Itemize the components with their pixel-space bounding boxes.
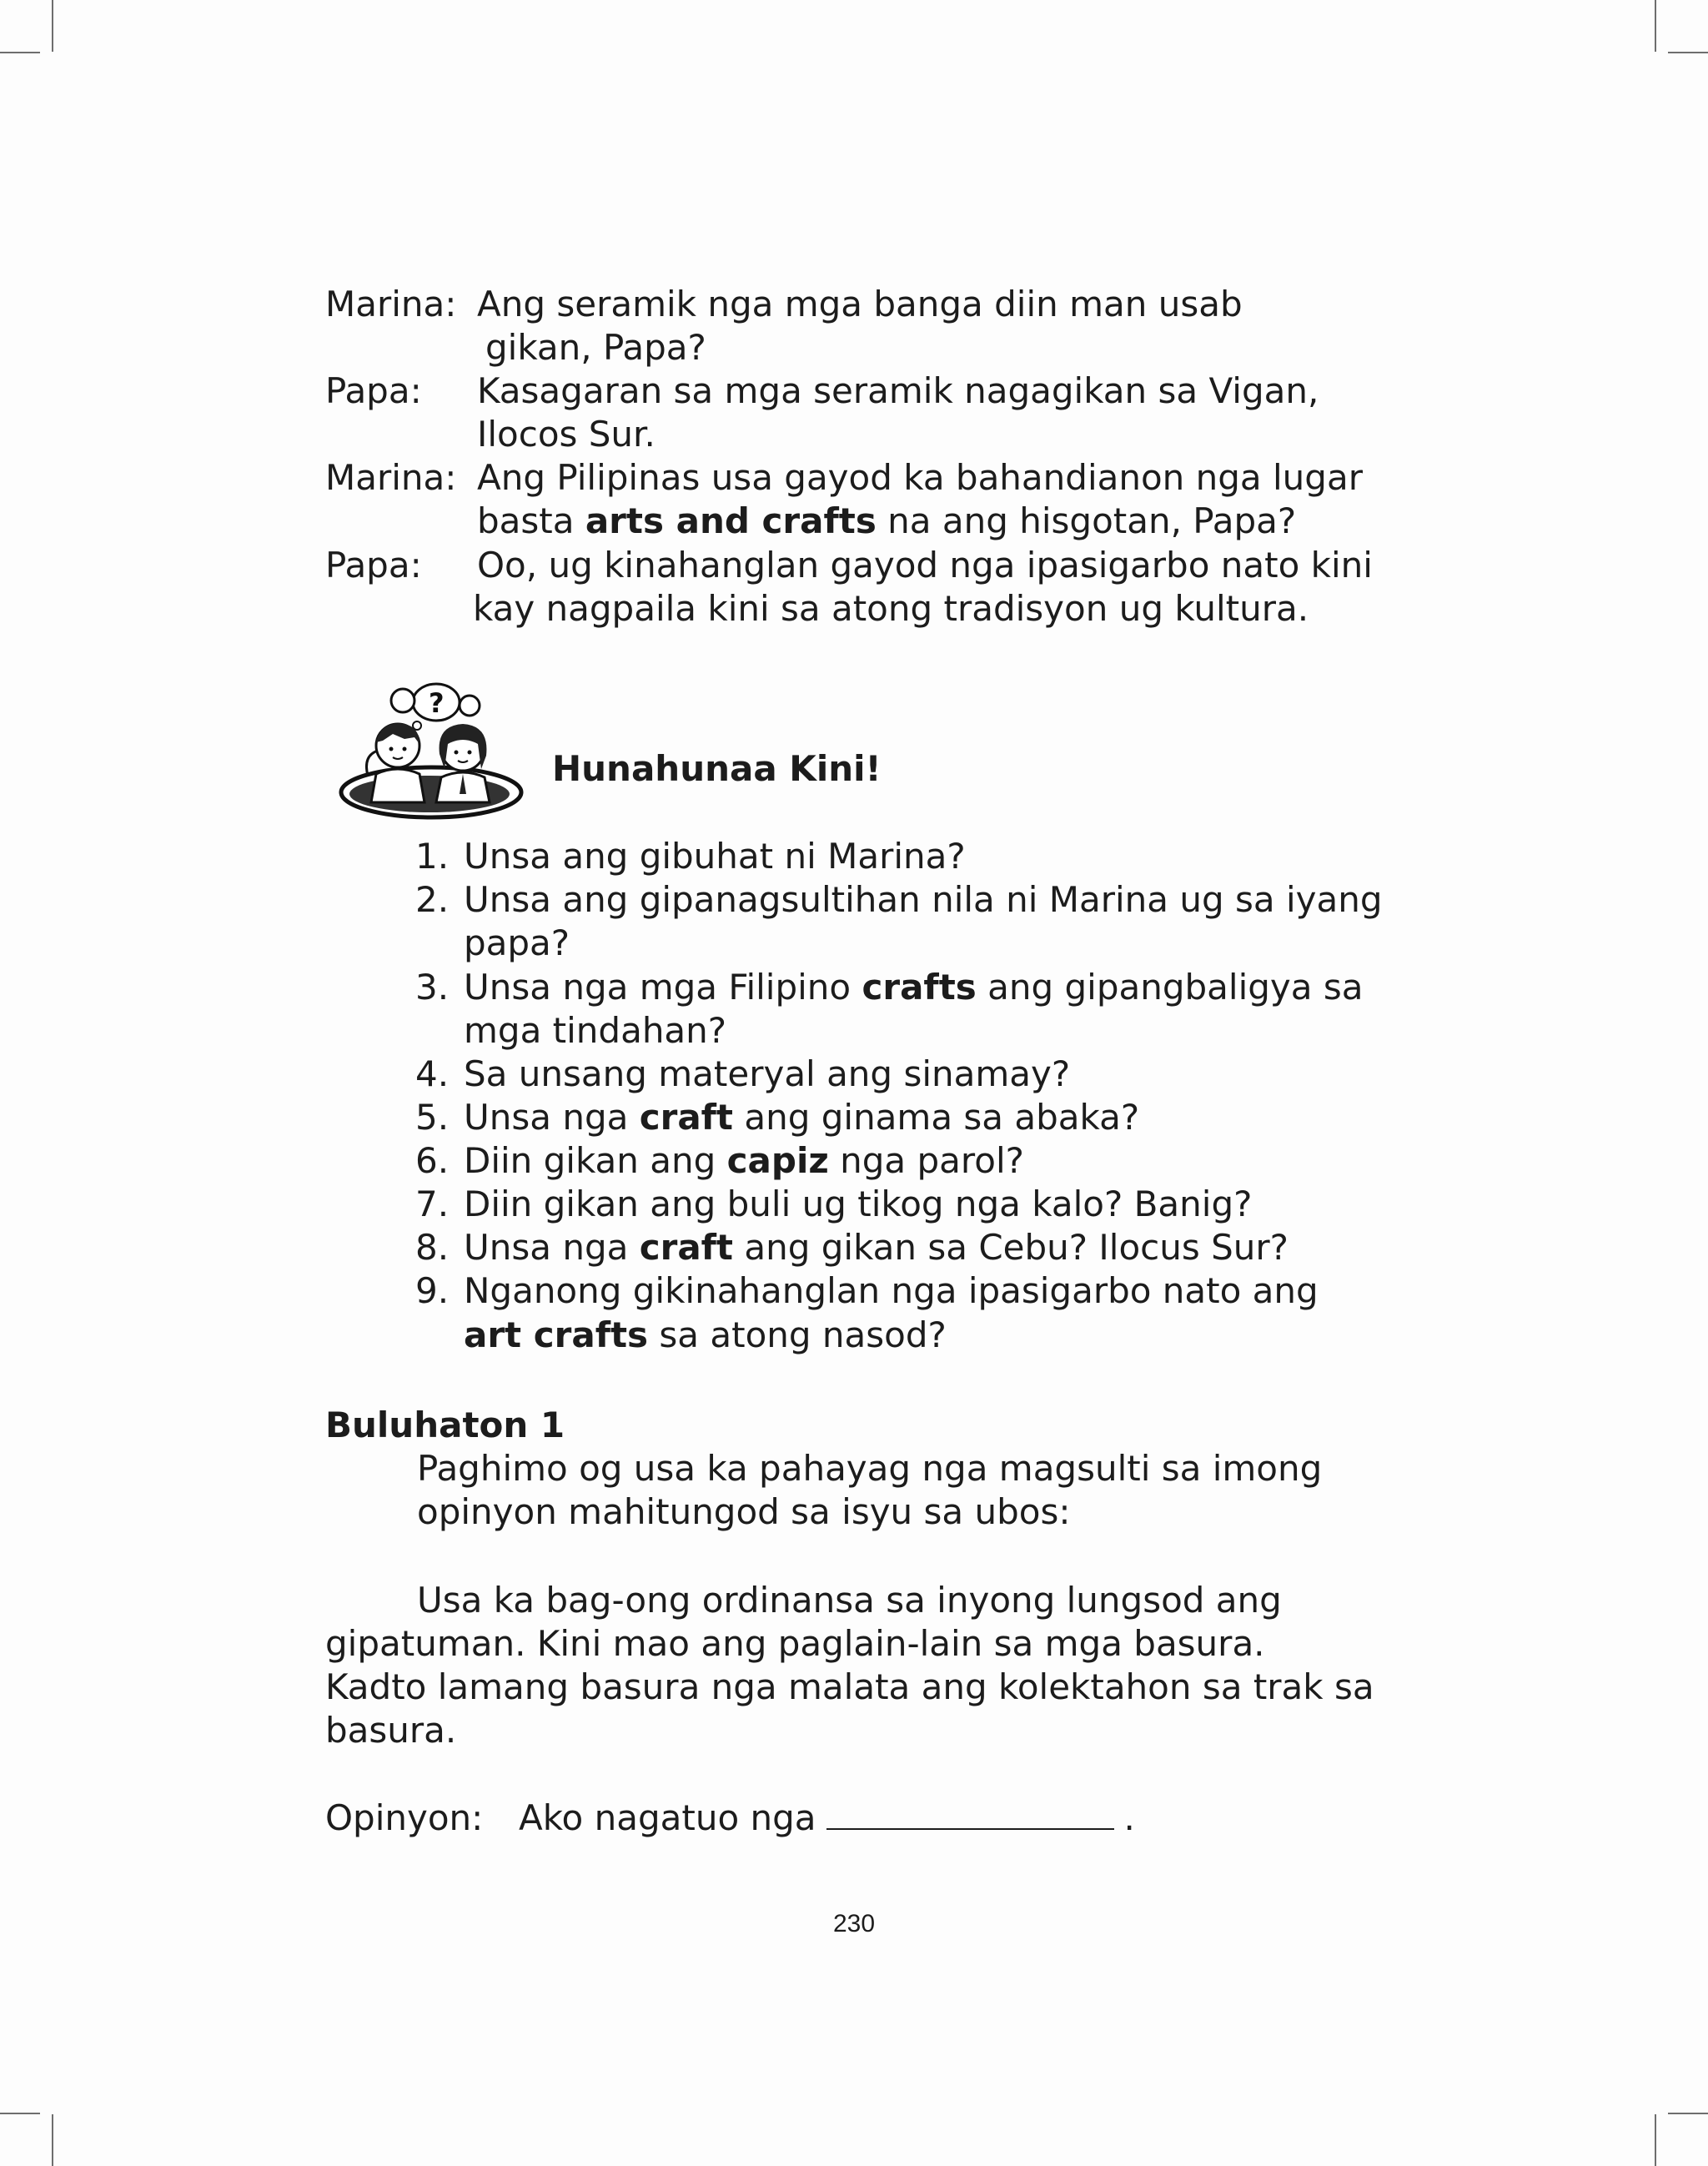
question-text [464, 1226, 1289, 1269]
question-text: mga tindahan? [464, 1010, 727, 1051]
crop-mark [52, 2114, 53, 2166]
svg-text:?: ? [429, 687, 445, 719]
question-fragment: sa atong nasod? [648, 1314, 947, 1355]
bold-term: craft [639, 1227, 734, 1268]
activity-instruction: Paghimo og usa ka pahayag nga magsulti sa imong [417, 1448, 1323, 1489]
thinking-children-icon [338, 677, 525, 821]
opinion-sentence [519, 1797, 1135, 1840]
bold-term: arts and crafts [585, 500, 877, 541]
bold-term: crafts [862, 967, 977, 1008]
question-number: 9. [415, 1270, 450, 1311]
question-number: 2. [415, 879, 450, 920]
question-text [464, 966, 1363, 1009]
question-number: 7. [415, 1184, 450, 1224]
bold-term: capiz [726, 1140, 829, 1181]
passage-line: gipatuman. Kini mao ang paglain-lain sa mga basura. [325, 1623, 1265, 1664]
question-fragment: ang gikan sa Cebu? Ilocus Sur? [733, 1227, 1289, 1268]
opinion-text: Ako nagatuo nga [519, 1797, 816, 1838]
question-fragment: ang ginama sa abaka? [733, 1097, 1140, 1138]
passage-line: Kadto lamang basura nga malata ang kolektahon sa trak sa [325, 1666, 1374, 1707]
speaker-label: Papa: [325, 545, 422, 585]
question-number: 5. [415, 1097, 450, 1138]
activity-instruction: opinyon mahitungod sa isyu sa ubos: [417, 1491, 1071, 1532]
speaker-label: Marina: [325, 284, 457, 324]
question-number: 8. [415, 1227, 450, 1268]
question-fragment: Unsa nga mga Filipino [464, 967, 862, 1008]
question-fragment: Diin gikan ang [464, 1140, 727, 1181]
crop-mark [1655, 0, 1656, 52]
dialogue-line: Ang Pilipinas usa gayod ka bahandianon nga lugar [477, 457, 1363, 498]
dialogue-line: gikan, Papa? [485, 327, 706, 368]
dialogue-line: Oo, ug kinahanglan gayod nga ipasigarbo nato kini [477, 545, 1373, 585]
crop-mark [1655, 2114, 1656, 2166]
section-title: Hunahunaa Kini! [552, 748, 882, 789]
bold-term: art crafts [464, 1314, 649, 1355]
question-text: Nganong gikinahanglan nga ipasigarbo nato ang [464, 1270, 1319, 1311]
dialogue-line [477, 500, 1296, 543]
question-fragment: nga parol? [828, 1140, 1024, 1181]
dialogue-text: basta [477, 500, 585, 541]
question-number: 3. [415, 967, 450, 1008]
dialogue-text: na ang hisgotan, Papa? [876, 500, 1297, 541]
speaker-label: Marina: [325, 457, 457, 498]
question-text: Sa unsang materyal ang sinamay? [464, 1053, 1071, 1094]
dialogue-line: Ang seramik nga mga banga diin man usab [477, 284, 1243, 324]
crop-mark [0, 52, 40, 53]
opinion-label: Opinyon: [325, 1797, 484, 1838]
opinion-blank[interactable] [826, 1797, 1114, 1830]
bold-term: craft [639, 1097, 734, 1138]
passage-line: Usa ka bag-ong ordinansa sa inyong lungsod ang [417, 1580, 1282, 1621]
question-text [464, 1314, 947, 1357]
activity-heading: Buluhaton 1 [325, 1405, 565, 1445]
page-number: 230 [832, 1910, 876, 1937]
question-text: Unsa ang gibuhat ni Marina? [464, 836, 966, 877]
question-text [464, 1096, 1139, 1139]
dialogue-line: kay nagpaila kini sa atong tradisyon ug kultura. [473, 588, 1309, 629]
question-text [464, 1139, 1024, 1183]
dialogue-line: Ilocos Sur. [477, 414, 656, 455]
question-number: 4. [415, 1053, 450, 1094]
speaker-label: Papa: [325, 370, 422, 411]
question-number: 1. [415, 836, 450, 877]
question-text: papa? [464, 922, 570, 963]
crop-mark [0, 2113, 40, 2114]
opinion-end: . [1123, 1797, 1135, 1838]
passage-line: basura. [325, 1710, 457, 1751]
question-text: Unsa ang gipanagsultihan nila ni Marina ug sa iyang [464, 879, 1383, 920]
crop-mark [52, 0, 53, 52]
question-text: Diin gikan ang buli ug tikog nga kalo? Banig? [464, 1184, 1253, 1224]
question-fragment: Unsa nga [464, 1227, 640, 1268]
question-fragment: Unsa nga [464, 1097, 640, 1138]
dialogue-line: Kasagaran sa mga seramik nagagikan sa Vigan, [477, 370, 1319, 411]
question-fragment: ang gipangbaligya sa [976, 967, 1364, 1008]
crop-mark [1668, 52, 1708, 53]
question-number: 6. [415, 1140, 450, 1181]
crop-mark [1668, 2113, 1708, 2114]
